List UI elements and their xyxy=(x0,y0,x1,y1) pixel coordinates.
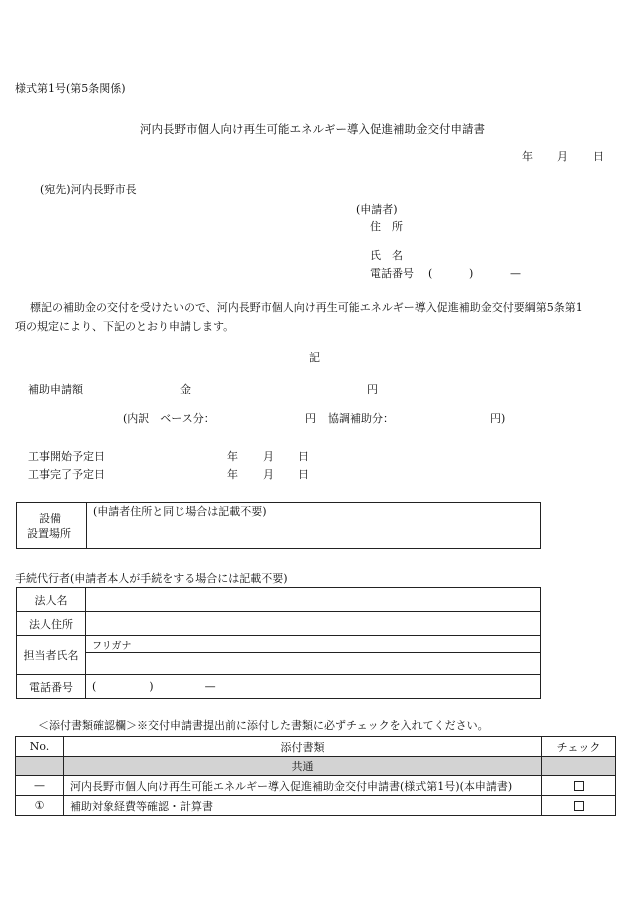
col-doc-header: 添付書類 xyxy=(64,737,542,757)
amount-kin: 金 xyxy=(180,383,191,396)
attachment-check-cell xyxy=(542,776,616,796)
applicant-phone-open: ( xyxy=(428,267,433,280)
start-year: 年 xyxy=(227,450,238,463)
breakdown-coop-yen: 円) xyxy=(490,412,506,425)
start-day: 日 xyxy=(298,450,309,463)
proxy-row-phone xyxy=(17,675,541,699)
breakdown-base-yen: 円 xyxy=(305,412,316,425)
location-note: (申請者住所と同じ場合は記載不要) xyxy=(93,505,267,518)
end-month: 月 xyxy=(263,468,274,481)
attachment-no: — xyxy=(16,776,64,796)
amount-label: 補助申請額 xyxy=(28,383,83,396)
attachments-common-row xyxy=(16,757,616,776)
common-label: 共通 xyxy=(64,757,542,776)
proxy-furigana-label[interactable]: フリガナ xyxy=(86,636,541,653)
breakdown-coop-label: 協調補助分： xyxy=(328,412,394,425)
table-row xyxy=(16,776,616,796)
proxy-row-corp-address xyxy=(17,612,541,636)
table-row xyxy=(16,796,616,816)
end-day: 日 xyxy=(298,468,309,481)
attachment-check-cell xyxy=(542,796,616,816)
applicant-name-label: 氏 名 xyxy=(370,249,403,262)
form-title: 河内長野市個人向け再生可能エネルギー導入促進補助金交付申請書 xyxy=(140,122,485,136)
breakdown-base-label: (内訳 ベース分： xyxy=(123,412,215,425)
checkbox[interactable] xyxy=(574,801,584,811)
location-box xyxy=(16,502,541,549)
body-line-1: 標記の補助金の交付を受けたいので、河内長野市個人向け再生可能エネルギー導入促進補助金交付要綱第5条第1 xyxy=(30,301,583,314)
location-label-2: 設置場所 xyxy=(27,527,71,540)
proxy-phone-dash: — xyxy=(204,680,216,693)
amount-yen: 円 xyxy=(367,383,378,396)
proxy-heading: 手続代行者(申請者本人が手続をする場合には記載不要) xyxy=(15,572,288,585)
body-line-2: 項の規定により、下記のとおり申請します。 xyxy=(15,320,235,333)
proxy-row-contact xyxy=(17,653,541,675)
attachments-heading: ＜添付書類確認欄＞※交付申請書提出前に添付した書類に必ずチェックを入れてください。 xyxy=(38,719,489,732)
proxy-table xyxy=(16,587,541,699)
applicant-phone-dash: — xyxy=(510,267,521,280)
proxy-corp-name-field[interactable] xyxy=(86,588,541,612)
proxy-corp-address-label: 法人住所 xyxy=(17,612,86,636)
attachment-no: ① xyxy=(16,796,64,816)
col-check-header: チェック xyxy=(542,737,616,757)
proxy-contact-label: 担当者氏名 xyxy=(17,636,86,675)
proxy-phone-open: ( xyxy=(92,680,97,693)
location-label-1: 設備 xyxy=(39,512,61,525)
applicant-address-label: 住 所 xyxy=(370,220,403,233)
start-date-label: 工事開始予定日 xyxy=(28,450,105,463)
applicant-phone-close: ) xyxy=(469,267,474,280)
applicant-phone-label: 電話番号 xyxy=(370,267,414,280)
applicant-heading: (申請者) xyxy=(356,203,398,216)
attachments-header-row xyxy=(16,737,616,757)
attachment-doc: 補助対象経費等確認・計算書 xyxy=(64,796,542,816)
ki-heading: 記 xyxy=(309,351,320,364)
col-no-header: No. xyxy=(16,737,64,757)
proxy-phone-field[interactable] xyxy=(86,675,541,699)
attachment-doc: 河内長野市個人向け再生可能エネルギー導入促進補助金交付申請書(様式第1号)(本申請書) xyxy=(64,776,542,796)
start-month: 月 xyxy=(263,450,274,463)
form-number: 様式第1号(第5条関係) xyxy=(15,82,126,95)
end-date-label: 工事完了予定日 xyxy=(28,468,105,481)
end-year: 年 xyxy=(227,468,238,481)
proxy-contact-field[interactable] xyxy=(86,653,541,675)
attachments-table xyxy=(15,736,616,816)
location-input-area[interactable] xyxy=(92,521,532,545)
addressee: (宛先)河内長野市長 xyxy=(40,183,137,196)
proxy-row-furigana xyxy=(17,636,541,653)
date-day: 日 xyxy=(593,150,604,163)
checkbox[interactable] xyxy=(574,781,584,791)
proxy-row-corp-name xyxy=(17,588,541,612)
date-month: 月 xyxy=(557,150,568,163)
proxy-phone-label: 電話番号 xyxy=(17,675,86,699)
proxy-corp-name-label: 法人名 xyxy=(17,588,86,612)
proxy-corp-address-field[interactable] xyxy=(86,612,541,636)
date-year: 年 xyxy=(522,150,533,163)
proxy-phone-close: ) xyxy=(149,680,154,693)
